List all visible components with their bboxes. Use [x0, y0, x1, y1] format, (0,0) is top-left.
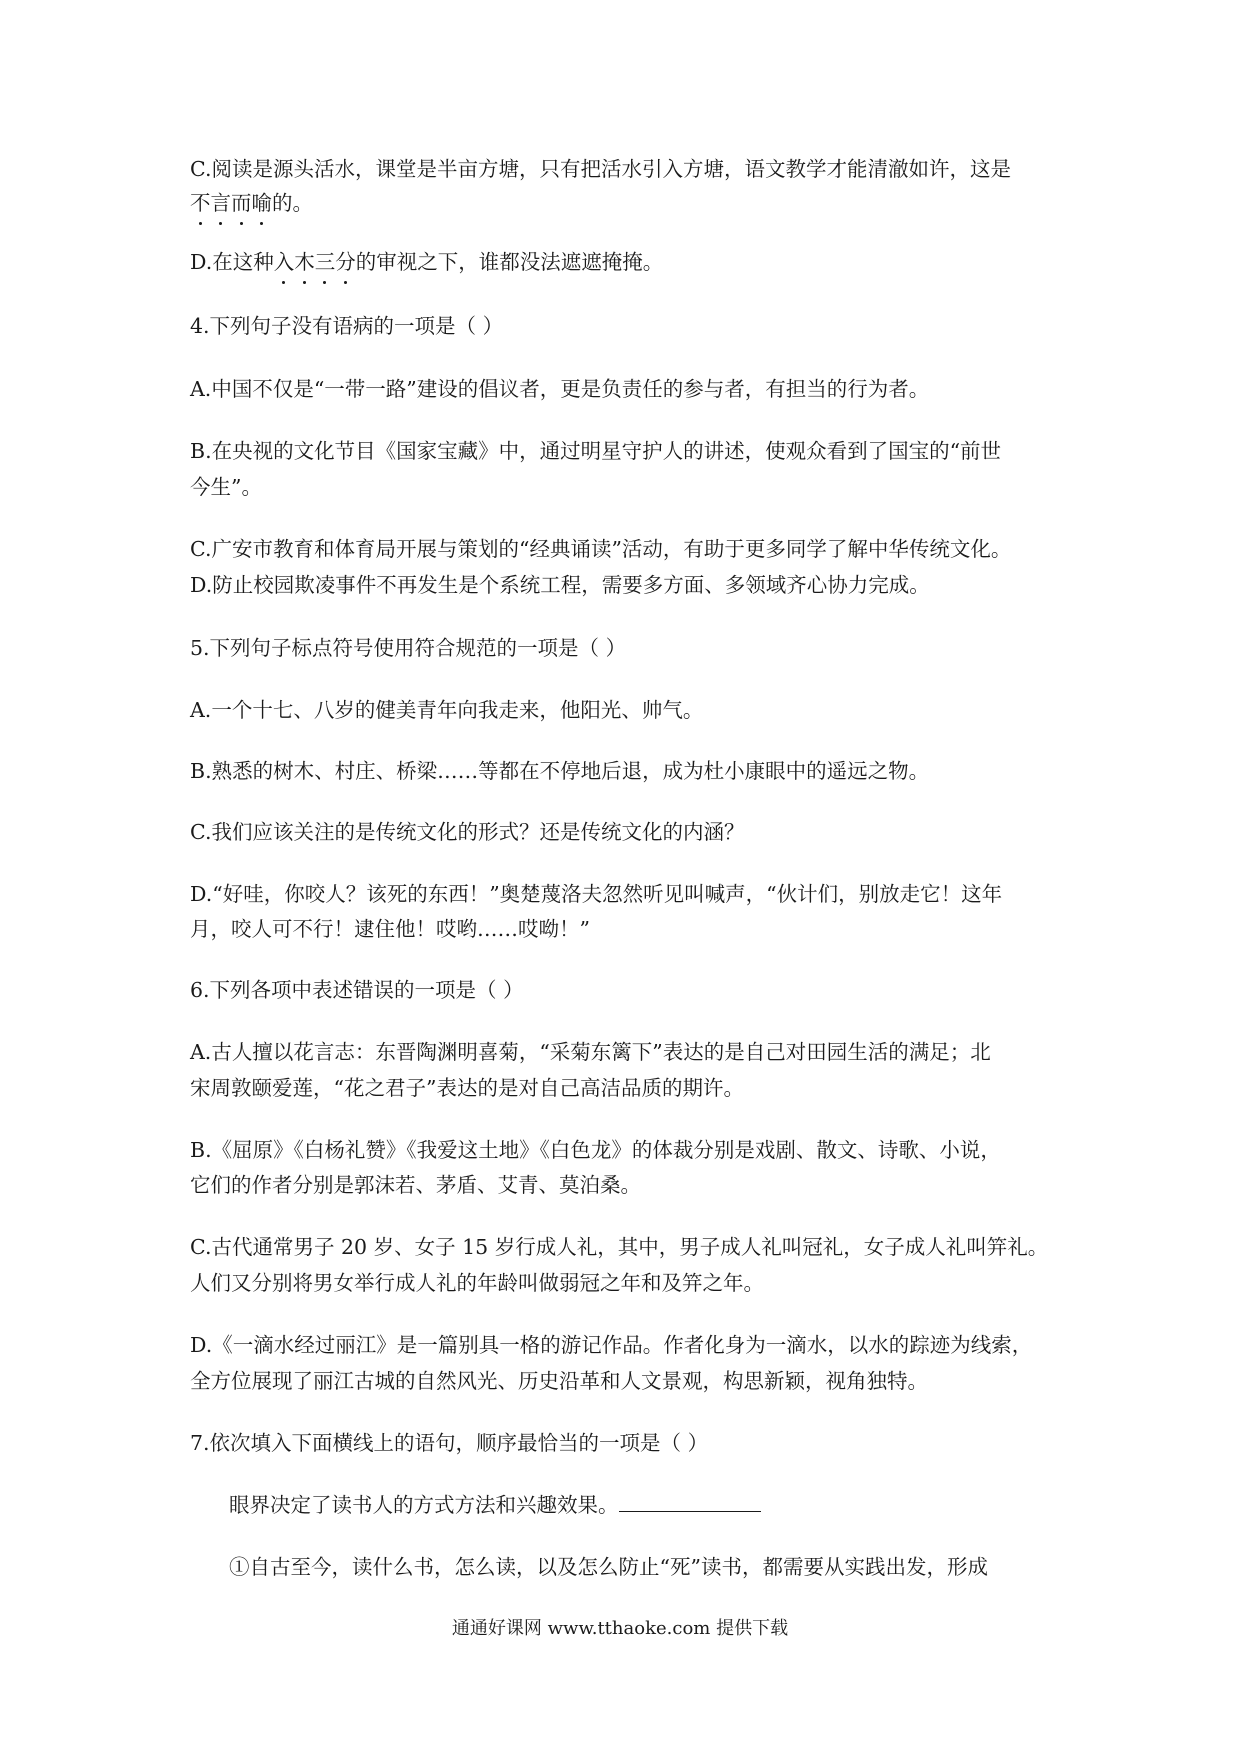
dotted-char: 三: [315, 247, 336, 277]
dotted-char: 而: [231, 188, 252, 218]
dotted-char: 入: [274, 247, 295, 277]
option-3c-tail: 的。: [272, 191, 313, 215]
option-6a-line2: 宋周敦颐爱莲，“花之君子”表达的是对自己高洁品质的期许。: [190, 1076, 744, 1100]
option-6b-line2: 它们的作者分别是郭沫若、茅盾、艾青、莫泊桑。: [190, 1173, 641, 1197]
question-7-item-1: ①自古至今，读什么书，怎么读，以及怎么防止“死”读书，都需要从实践出发，形成: [229, 1555, 988, 1579]
option-6d-line1: D.《一滴水经过丽江》是一篇别具一格的游记作品。作者化身为一滴水，以水的踪迹为线索，: [190, 1333, 1033, 1357]
option-6d-line2: 全方位展现了丽江古城的自然风光、历史沿革和人文景观，构思新颖，视角独特。: [190, 1369, 928, 1393]
option-5a: A.一个十七、八岁的健美青年向我走来，他阳光、帅气。: [190, 698, 704, 722]
question-7-passage: [229, 1490, 1109, 1520]
option-5d-line2: 月，咬人可不行！逮住他！哎哟……哎呦！”: [190, 917, 590, 941]
option-6c-line2: 人们又分别将男女举行成人礼的年龄叫做弱冠之年和及笄之年。: [190, 1271, 764, 1295]
option-5c: C.我们应该关注的是传统文化的形式？还是传统文化的内涵？: [190, 820, 745, 844]
dotted-char: 木: [294, 247, 315, 277]
option-4b-line2: 今生”。: [190, 475, 262, 499]
option-6b-line1: B.《屈原》《白杨礼赞》《我爱这土地》《白色龙》的体裁分别是戏剧、散文、诗歌、小说，: [190, 1138, 1001, 1162]
option-3d: [190, 247, 1070, 277]
option-4d: D.防止校园欺凌事件不再发生是个系统工程，需要多方面、多领域齐心协力完成。: [190, 573, 930, 597]
dotted-char: 言: [211, 188, 232, 218]
question-4: 4.下列句子没有语病的一项是（ ）: [190, 314, 504, 338]
passage-text: 眼界决定了读书人的方式方法和兴趣效果。: [229, 1493, 619, 1517]
question-6: 6.下列各项中表述错误的一项是（ ）: [190, 978, 524, 1002]
option-4a: A.中国不仅是“一带一路”建设的倡议者，更是负责任的参与者，有担当的行为者。: [190, 377, 930, 401]
option-3d-head: D.在这种: [190, 250, 274, 274]
dotted-char: 喻: [252, 188, 273, 218]
page-footer: 通通好课网 www.tthaoke.com 提供下载: [451, 1618, 789, 1639]
dotted-char: 不: [190, 188, 211, 218]
option-6c-line1: C.古代通常男子 20 岁、女子 15 岁行成人礼，其中，男子成人礼叫冠礼，女子成人礼叫笄礼。: [190, 1235, 1049, 1259]
dotted-char: 分: [335, 247, 356, 277]
option-4c: C.广安市教育和体育局开展与策划的“经典诵读”活动，有助于更多同学了解中华传统文化。: [190, 537, 1012, 561]
option-3c-line2: [190, 188, 1070, 218]
question-7: 7.依次填入下面横线上的语句，顺序最恰当的一项是（ ）: [190, 1431, 709, 1455]
option-3d-tail: 的审视之下，谁都没法遮遮掩掩。: [355, 250, 664, 274]
option-5b: B.熟悉的树木、村庄、桥梁……等都在不停地后退，成为杜小康眼中的遥远之物。: [190, 759, 930, 783]
option-6a-line1: A.古人擅以花言志：东晋陶渊明喜菊，“采菊东篱下”表达的是自己对田园生活的满足；北: [190, 1040, 991, 1064]
option-5d-line1: D.“好哇，你咬人？该死的东西！”奥楚蔑洛夫忽然听见叫喊声，“伙计们，别放走它！这年: [190, 882, 1003, 906]
option-3c-line1: C.阅读是源头活水，课堂是半亩方塘，只有把活水引入方塘，语文教学才能清澈如许，这是: [190, 157, 1011, 181]
fill-in-blank: [619, 1491, 761, 1512]
option-4b-line1: B.在央视的文化节目《国家宝藏》中，通过明星守护人的讲述，使观众看到了国宝的“前世: [190, 439, 1002, 463]
question-5: 5.下列句子标点符号使用符合规范的一项是（ ）: [190, 636, 627, 660]
